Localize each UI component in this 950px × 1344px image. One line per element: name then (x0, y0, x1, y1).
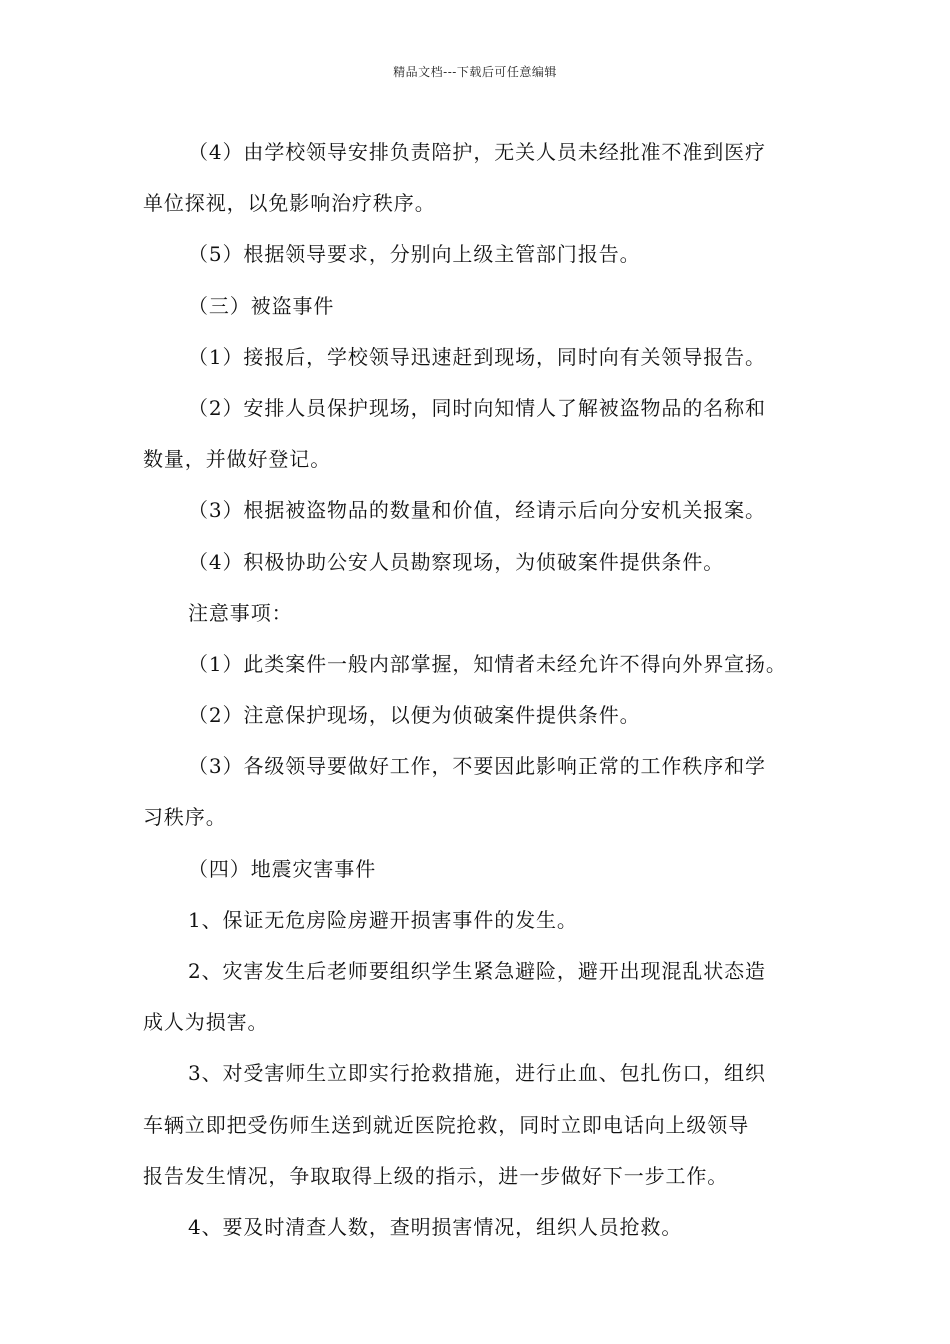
paragraph-line: 1、保证无危房险房避开损害事件的发生。 (188, 907, 578, 932)
paragraph-line: （3）根据被盗物品的数量和价值，经请示后向分安机关报案。 (188, 498, 766, 523)
paragraph-line: （4）由学校领导安排负责陪护，无关人员未经批准不准到医疗 (188, 140, 766, 164)
paragraph-line: 习秩序。 (143, 805, 227, 830)
paragraph-line: 2、灾害发生后老师要组织学生紧急避险，避开出现混乱状态造 (188, 959, 766, 983)
paragraph-line: 车辆立即把受伤师生送到就近医院抢救，同时立即电话向上级领导 (143, 1112, 750, 1137)
section-heading: （三）被盗事件 (188, 293, 335, 318)
notes-heading: 注意事项： (188, 600, 293, 625)
section-heading: （四）地震灾害事件 (188, 856, 377, 881)
paragraph-line: 报告发生情况，争取取得上级的指示，进一步做好下一步工作。 (143, 1163, 729, 1188)
page-header: 精品文档---下载后可任意编辑 (393, 65, 557, 79)
paragraph-line: （2）安排人员保护现场，同时向知情人了解被盗物品的名称和 (188, 395, 766, 420)
paragraph-line: 4、要及时清查人数，查明损害情况，组织人员抢救。 (188, 1214, 683, 1239)
paragraph-line: 单位探视，以免影响治疗秩序。 (143, 191, 436, 216)
paragraph-line: （5）根据领导要求，分别向上级主管部门报告。 (188, 242, 641, 267)
paragraph-line: （4）积极协助公安人员勘察现场，为侦破案件提供条件。 (188, 549, 725, 574)
paragraph-line: （3）各级领导要做好工作，不要因此影响正常的工作秩序和学 (188, 754, 766, 779)
document-body (143, 127, 818, 1253)
paragraph-line: （2）注意保护现场，以便为侦破案件提供条件。 (188, 703, 641, 728)
paragraph-line: 成人为损害。 (143, 1010, 269, 1035)
paragraph-line: （1）接报后，学校领导迅速赶到现场，同时向有关领导报告。 (188, 344, 766, 369)
paragraph-line: （1）此类案件一般内部掌握，知情者未经允许不得向外界宣扬。 (188, 651, 787, 676)
paragraph-line: 3、对受害师生立即实行抢救措施，进行止血、包扎伤口，组织 (188, 1061, 766, 1086)
paragraph-line: 数量，并做好登记。 (143, 447, 332, 472)
